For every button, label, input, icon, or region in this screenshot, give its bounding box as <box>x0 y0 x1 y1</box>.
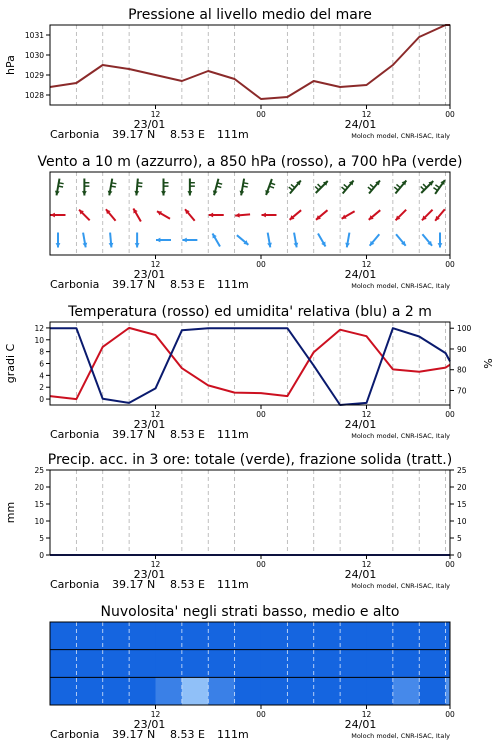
x-tick-label: 00 <box>256 410 266 419</box>
model-credit: Moloch model, CNR-ISAC, Italy <box>351 432 450 440</box>
location-name: Carbonia <box>50 578 100 591</box>
wind-barb <box>58 186 63 187</box>
wind-barb <box>269 186 274 188</box>
wind-arrow <box>185 209 195 220</box>
x-date-label: 24/01 <box>344 568 377 581</box>
location-lat: 39.17 N <box>112 728 156 741</box>
cloud-cell <box>155 650 182 678</box>
model-credit: Moloch model, CNR-ISAC, Italy <box>351 132 450 140</box>
cloud-cell <box>182 650 209 678</box>
location-lat: 39.17 N <box>112 578 156 591</box>
x-tick-label: 12 <box>150 260 161 269</box>
y-tick-label: 1031 <box>24 31 44 40</box>
y-tick-label-right: 0 <box>457 551 462 560</box>
cloud-cell <box>155 622 182 650</box>
x-tick-label: 12 <box>361 260 372 269</box>
y-axis-label: mm <box>4 501 17 524</box>
wind-arrow <box>369 210 380 220</box>
wind-arrow <box>135 233 140 248</box>
wind-arrow <box>240 179 249 196</box>
x-tick-label: 00 <box>256 110 266 119</box>
panel-border <box>50 470 450 555</box>
wind-barb <box>344 184 348 187</box>
wind-arrow <box>235 213 250 218</box>
cloud-cell <box>50 677 77 705</box>
wind-barb <box>291 184 295 187</box>
wind-arrow <box>368 180 380 193</box>
cloud-cell <box>261 650 288 678</box>
model-credit: Moloch model, CNR-ISAC, Italy <box>351 282 450 290</box>
cloud-cell <box>182 677 209 705</box>
wind-arrow <box>134 179 142 196</box>
cloud-cell <box>208 650 235 678</box>
cloud-cell <box>419 650 446 678</box>
y-tick-label: 0 <box>39 551 44 560</box>
x-tick-label: 00 <box>256 260 266 269</box>
y-tick-label: 4 <box>39 371 44 381</box>
wind-barb <box>435 185 439 188</box>
y-tick-label: 1028 <box>24 91 44 100</box>
cloud-cell <box>366 677 393 705</box>
panel-border <box>50 25 450 105</box>
wind-arrow <box>421 181 434 193</box>
cloud-cell <box>76 650 103 678</box>
wind-arrow <box>83 233 88 248</box>
panel-3 <box>4 304 495 441</box>
wind-arrow-head <box>235 213 240 218</box>
wind-arrow <box>182 238 197 243</box>
wind-arrow <box>394 180 406 193</box>
wind-barb <box>243 186 248 187</box>
x-date-label: 23/01 <box>133 118 166 131</box>
location-lat: 39.17 N <box>112 128 156 141</box>
panel-title: Nuvolosita' negli strati basso, medio e alto <box>100 604 400 620</box>
cloud-cell <box>208 622 235 650</box>
panel-title: Vento a 10 m (azzurro), a 850 hPa (rosso), a 700 hPa (verde) <box>37 154 463 170</box>
wind-arrow <box>56 233 61 248</box>
location-altitude: 111m <box>217 578 249 591</box>
cloud-cell <box>129 650 156 678</box>
wind-arrow-head <box>438 243 443 247</box>
wind-arrow <box>422 210 433 221</box>
location-altitude: 111m <box>217 278 249 291</box>
x-tick-label: 00 <box>445 410 455 419</box>
x-date-label: 24/01 <box>344 418 377 431</box>
panel-1 <box>4 7 455 141</box>
cloud-cell <box>235 677 262 705</box>
wind-arrow <box>316 210 327 220</box>
wind-barb <box>289 187 293 190</box>
wind-arrow <box>342 180 354 193</box>
wind-arrow <box>108 179 117 196</box>
wind-arrow <box>435 209 445 220</box>
wind-barb <box>111 186 116 187</box>
wind-arrow-head <box>161 191 166 195</box>
wind-arrow <box>422 234 432 245</box>
wind-barb <box>396 184 400 187</box>
cloud-cell <box>314 622 341 650</box>
wind-arrow <box>342 211 355 219</box>
y-tick-label: 5 <box>39 534 44 543</box>
wind-barb <box>111 183 116 184</box>
wind-arrow <box>438 233 443 248</box>
wind-arrow <box>82 179 89 196</box>
wind-arrow-head <box>134 191 139 196</box>
y-tick-label: 1030 <box>24 51 44 60</box>
wind-arrow <box>157 211 170 219</box>
location-altitude: 111m <box>217 428 249 441</box>
wind-arrow <box>213 179 222 195</box>
wind-arrow <box>55 179 64 196</box>
cloud-cell <box>129 622 156 650</box>
wind-arrow <box>315 181 328 193</box>
wind-arrow <box>237 235 248 245</box>
location-name: Carbonia <box>50 128 100 141</box>
y-tick-label-right: 100 <box>457 324 472 334</box>
wind-arrow <box>187 179 194 196</box>
x-tick-label: 00 <box>256 560 266 569</box>
x-tick-label: 12 <box>361 110 372 119</box>
y-tick-label: 10 <box>34 517 44 526</box>
y-tick-label: 10 <box>34 335 44 345</box>
wind-arrow <box>156 238 171 243</box>
x-date-label: 24/01 <box>344 718 377 731</box>
x-tick-label: 12 <box>361 410 372 419</box>
wind-arrow-head <box>261 213 265 218</box>
wind-arrow-head <box>51 213 55 218</box>
x-date-label: 23/01 <box>133 418 166 431</box>
wind-barb <box>423 184 427 188</box>
y-tick-label-right: 5 <box>457 534 462 543</box>
panel-title: Temperatura (rosso) ed umidita' relativa (blu) a 2 m <box>68 304 432 320</box>
wind-arrow <box>433 180 444 194</box>
panel-4 <box>4 452 467 591</box>
y-tick-label-right: 10 <box>457 517 467 526</box>
wind-arrow <box>209 213 224 218</box>
y-tick-label: 8 <box>39 347 44 357</box>
wind-barb <box>59 183 64 184</box>
model-credit: Moloch model, CNR-ISAC, Italy <box>351 582 450 590</box>
wind-arrow-head <box>182 238 186 243</box>
wind-barb <box>318 184 322 188</box>
y-axis-label-right: % <box>482 358 495 369</box>
wind-barb <box>433 188 437 191</box>
cloud-cell <box>366 622 393 650</box>
x-date-label: 24/01 <box>344 268 377 281</box>
y-tick-label: 6 <box>39 359 44 369</box>
x-tick-label: 00 <box>445 560 455 569</box>
location-altitude: 111m <box>217 728 249 741</box>
panel-5 <box>50 604 455 741</box>
x-date-label: 23/01 <box>133 268 166 281</box>
model-credit: Moloch model, CNR-ISAC, Italy <box>351 732 450 740</box>
cloud-cell <box>261 622 288 650</box>
wind-arrow-head <box>82 191 87 195</box>
wind-arrow-head <box>135 243 140 247</box>
x-tick-label: 00 <box>445 710 455 719</box>
y-tick-label-right: 20 <box>457 483 467 492</box>
cloud-cell <box>419 622 446 650</box>
y-tick-label-right: 25 <box>457 466 467 475</box>
cloud-cell <box>235 622 262 650</box>
wind-arrow <box>290 210 301 220</box>
x-tick-label: 00 <box>445 260 455 269</box>
panel-title: Precip. acc. in 3 ore: totale (verde), frazione solida (tratt.) <box>47 452 453 468</box>
wind-arrow <box>318 234 326 247</box>
x-tick-label: 12 <box>150 710 161 719</box>
wind-arrow <box>109 233 114 248</box>
wind-arrow <box>133 209 141 222</box>
cloud-cell <box>419 677 446 705</box>
y-tick-label: 12 <box>34 323 44 333</box>
cloud-cell <box>340 677 367 705</box>
location-lon: 8.53 E <box>170 728 205 741</box>
cloud-cell <box>393 622 420 650</box>
x-tick-label: 00 <box>445 110 455 119</box>
cloud-cell <box>182 622 209 650</box>
wind-barb <box>315 186 319 190</box>
cloud-cell <box>50 622 77 650</box>
wind-arrow <box>51 213 66 218</box>
cloud-cell <box>208 677 235 705</box>
cloud-cell <box>50 650 77 678</box>
cloud-cell <box>340 650 367 678</box>
cloud-cell <box>103 650 130 678</box>
wind-arrow <box>265 179 275 195</box>
wind-arrow <box>267 233 272 248</box>
wind-arrow <box>79 210 90 221</box>
x-tick-label: 12 <box>361 560 372 569</box>
cloud-cell <box>393 677 420 705</box>
wind-arrow <box>106 209 116 220</box>
cloud-cell <box>314 650 341 678</box>
wind-arrow <box>294 233 299 248</box>
cloud-cell <box>103 622 130 650</box>
cloud-cell <box>287 677 314 705</box>
y-tick-label-right: 90 <box>457 344 467 354</box>
location-lat: 39.17 N <box>112 428 156 441</box>
y-axis-label: hPa <box>4 55 17 75</box>
y-tick-label: 1029 <box>24 71 44 80</box>
x-tick-label: 12 <box>150 560 161 569</box>
wind-barb <box>370 184 374 187</box>
wind-arrow <box>345 233 350 248</box>
location-name: Carbonia <box>50 728 100 741</box>
wind-arrow <box>370 234 380 245</box>
x-tick-label: 12 <box>150 110 161 119</box>
x-date-label: 23/01 <box>133 718 166 731</box>
wind-barb <box>368 187 372 190</box>
cloud-cell <box>76 622 103 650</box>
y-tick-label-right: 80 <box>457 365 467 375</box>
y-tick-label: 20 <box>34 483 44 492</box>
location-lon: 8.53 E <box>170 428 205 441</box>
location-name: Carbonia <box>50 428 100 441</box>
location-name: Carbonia <box>50 278 100 291</box>
wind-arrow <box>396 210 407 221</box>
cloud-cell <box>393 650 420 678</box>
pressure-line <box>50 25 450 99</box>
wind-barb <box>421 186 425 190</box>
panel-title: Pressione al livello medio del mare <box>128 7 372 23</box>
wind-arrow-head <box>187 191 192 195</box>
y-tick-label-right: 70 <box>457 386 467 396</box>
cloud-cell <box>287 622 314 650</box>
cloud-cell <box>287 650 314 678</box>
cloud-cell <box>155 677 182 705</box>
wind-barb <box>342 187 346 190</box>
y-tick-label: 2 <box>39 383 44 393</box>
location-lon: 8.53 E <box>170 578 205 591</box>
y-tick-label: 0 <box>39 395 44 405</box>
wind-barb <box>270 183 275 185</box>
x-date-label: 24/01 <box>344 118 377 131</box>
x-tick-label: 12 <box>361 710 372 719</box>
wind-arrow-head <box>156 238 160 243</box>
wind-arrow <box>261 213 276 218</box>
wind-arrow <box>289 180 301 193</box>
cloud-cell <box>235 650 262 678</box>
wind-arrow-head <box>109 243 114 248</box>
cloud-cell <box>129 677 156 705</box>
wind-barb <box>243 183 248 184</box>
wind-arrow-head <box>209 213 213 218</box>
y-tick-label: 15 <box>34 500 44 509</box>
location-lat: 39.17 N <box>112 278 156 291</box>
x-tick-label: 00 <box>256 710 266 719</box>
location-lon: 8.53 E <box>170 128 205 141</box>
wind-arrow <box>396 234 406 245</box>
cloud-cell <box>366 650 393 678</box>
wind-barb <box>394 187 398 190</box>
wind-arrow-head <box>56 243 61 247</box>
cloud-cell <box>76 677 103 705</box>
cloud-cell <box>340 622 367 650</box>
location-lon: 8.53 E <box>170 278 205 291</box>
wind-arrow <box>212 234 220 247</box>
y-tick-label: 25 <box>34 466 44 475</box>
cloud-cell <box>103 677 130 705</box>
y-axis-label: gradi C <box>4 343 17 384</box>
panel-2 <box>37 154 462 291</box>
y-tick-label-right: 15 <box>457 500 467 509</box>
cloud-cell <box>314 677 341 705</box>
location-altitude: 111m <box>217 128 249 141</box>
x-date-label: 23/01 <box>133 568 166 581</box>
cloud-cell <box>261 677 288 705</box>
x-tick-label: 12 <box>150 410 161 419</box>
wind-arrow <box>161 179 168 196</box>
